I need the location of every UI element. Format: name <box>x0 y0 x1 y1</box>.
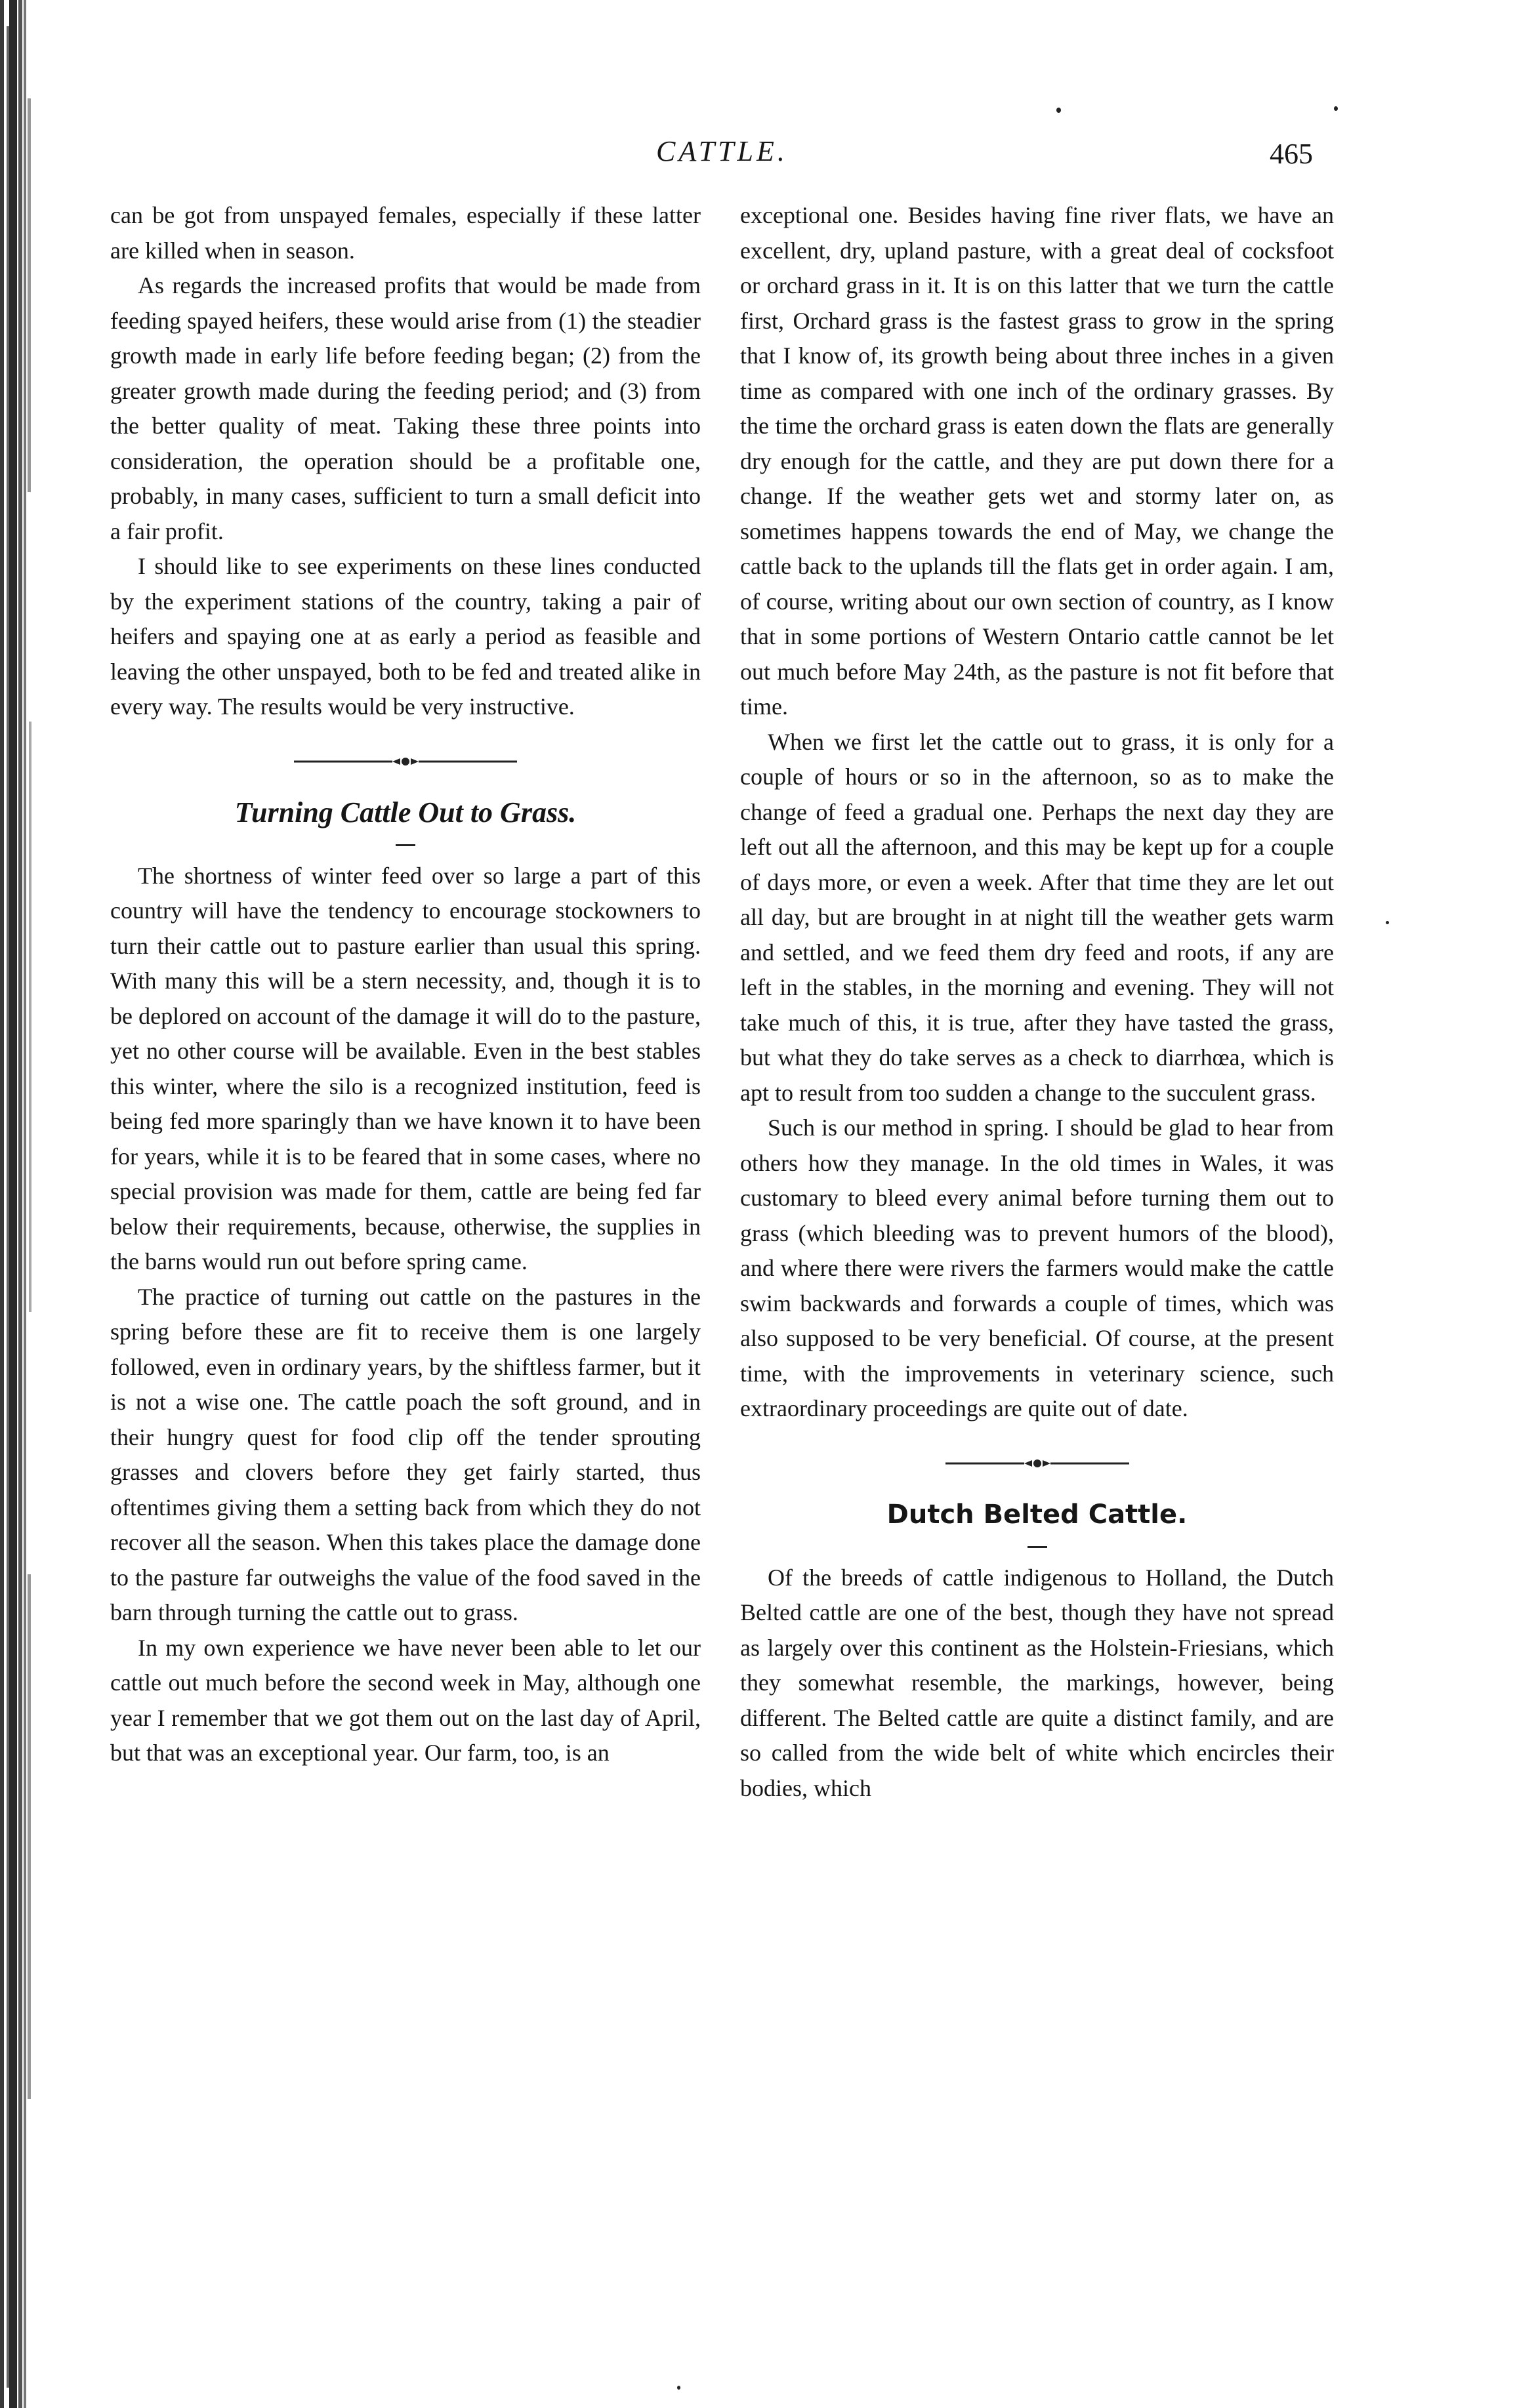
paragraph: When we first let the cattle out to grass, it is only for a couple of hours or so in the afternoon, so as to make the change of feed a gradual one. Perhaps the next day they are left out all the afternoon, and this may be kept up for a couple of days more, or even a week. After that time they are let out all day, but are brought in at night till the weather gets warm and settled, and we feed them dry feed and roots, if any are left in the stables, in the morning and evening. They will not take much of this, it is true, after they have tasted the grass, but what they do take serves as a check to diarrhœa, which is apt to result from too sudden a change to the succulent grass. <box>740 728 1334 1106</box>
paragraph: I should like to see experiments on these lines conducted by the experiment stations of the country, taking a pair of heifers and spaying one at as early a period as feasible and leaving the other unspayed, both to be fed and treated alike in every way. The results would be very instructive. <box>110 553 701 720</box>
left-column <box>110 198 701 1771</box>
section-heading-dutch-belted: Dutch Belted Cattle. <box>886 1499 1188 1530</box>
section-divider-ornament <box>740 1444 1334 1483</box>
paragraph: As regards the increased profits that would be made from feeding spayed heifers, these would arise from (1) the steadier growth made in early life before feeding began; (2) from the greater growth made during the feeding period; and (3) from the better quality of meat. Taking these three points into consideration, the operation should be a profitable one, probably, in many cases, sufficient to turn a small deficit into a fair profit. <box>110 272 701 544</box>
print-speck <box>1334 106 1338 111</box>
paragraph: exceptional one. Besides having fine river flats, we have an excellent, dry, upland pasture, with a great deal of cocksfoot or orchard grass in it. It is on this latter that we turn the cattle first, Orchard grass is the fastest grass to grow in the spring that I know of, its growth being about three inches in a given time as compared with one inch of the ordinary grasses. By the time the orchard grass is eaten down the flats are generally dry enough for the cattle, and they are put down there for a change. If the weather gets wet and stormy later on, as sometimes happens towards the end of May, we change the cattle back to the uplands till the flats get in order again. I am, of course, writing about our own section of country, as I know that in some portions of Western Ontario cattle cannot be let out much before May 24th, as the pasture is not fit before that time. <box>740 202 1334 720</box>
paragraph: In my own experience we have never been able to let our cattle out much before the second week in May, although one year I remember that we got them out on the last day of April, but that was an exceptional year. Our farm, too, is an <box>110 1634 701 1766</box>
heading-underline <box>110 832 701 859</box>
paragraph: Of the breeds of cattle indigenous to Holland, the Dutch Belted cattle are one of the best, though they have not spread as largely over this continent as the Holstein-Friesians, which they somewhat resemble, the markings, however, being different. The Belted cattle are quite a distinct family, and are so called from the wide belt of white which encircles their bodies, which <box>740 1564 1334 1801</box>
print-speck <box>1056 108 1061 113</box>
paragraph: Such is our method in spring. I should be glad to hear from others how they manage. In the old times in Wales, it was customary to bleed every animal before turning them out to grass (which bleeding was to prevent humors of the blood), and where there were rivers the farmers would make the cattle swim backwards and forwards a couple of times, which was also supposed to be very beneficial. Of course, at the present time, with the improvements in veterinary science, such extraordinary proceedings are quite out of date. <box>740 1114 1334 1421</box>
running-title: CATTLE. <box>656 135 788 167</box>
heading-underline <box>740 1534 1334 1561</box>
paragraph: The practice of turning out cattle on the pastures in the spring before these are fit to receive them is one largely followed, even in ordinary years, by the shiftless farmer, but it is not a wise one. The cattle poach the soft ground, and in their hungry quest for food clip off the tender sprouting grasses and clovers before they get fairly started, thus oftentimes giving them a setting back from which they do not recover all the season. When this takes place the damage done to the pasture far outweighs the value of the food saved in the barn through turning the cattle out to grass. <box>110 1283 701 1625</box>
running-head <box>0 134 1515 180</box>
section-heading-turning-cattle: Turning Cattle Out to Grass. <box>234 796 577 828</box>
section-divider-ornament <box>110 742 701 781</box>
print-speck <box>677 2386 680 2390</box>
print-speck <box>1386 921 1389 924</box>
page-number: 465 <box>1270 138 1313 170</box>
paragraph: can be got from unspayed females, especially if these latter are killed when in season. <box>110 202 701 264</box>
page-binding-edge <box>0 0 59 2408</box>
right-column <box>740 198 1334 1806</box>
paragraph: The shortness of winter feed over so large a part of this country will have the tendency to encourage stockowners to turn their cattle out to pasture earlier than usual this spring. With many this will be a stern necessity, and, though it is to be deplored on account of the damage it will do to the pasture, yet no other course will be available. Even in the best stables this winter, where the silo is a recognized institution, feed is being fed more sparingly than we have known it to have been for years, while it is to be feared that in some cases, where no special provision was made for them, cattle are being fed far below their requirements, because, otherwise, the supplies in the barns would run out before spring came. <box>110 862 701 1275</box>
